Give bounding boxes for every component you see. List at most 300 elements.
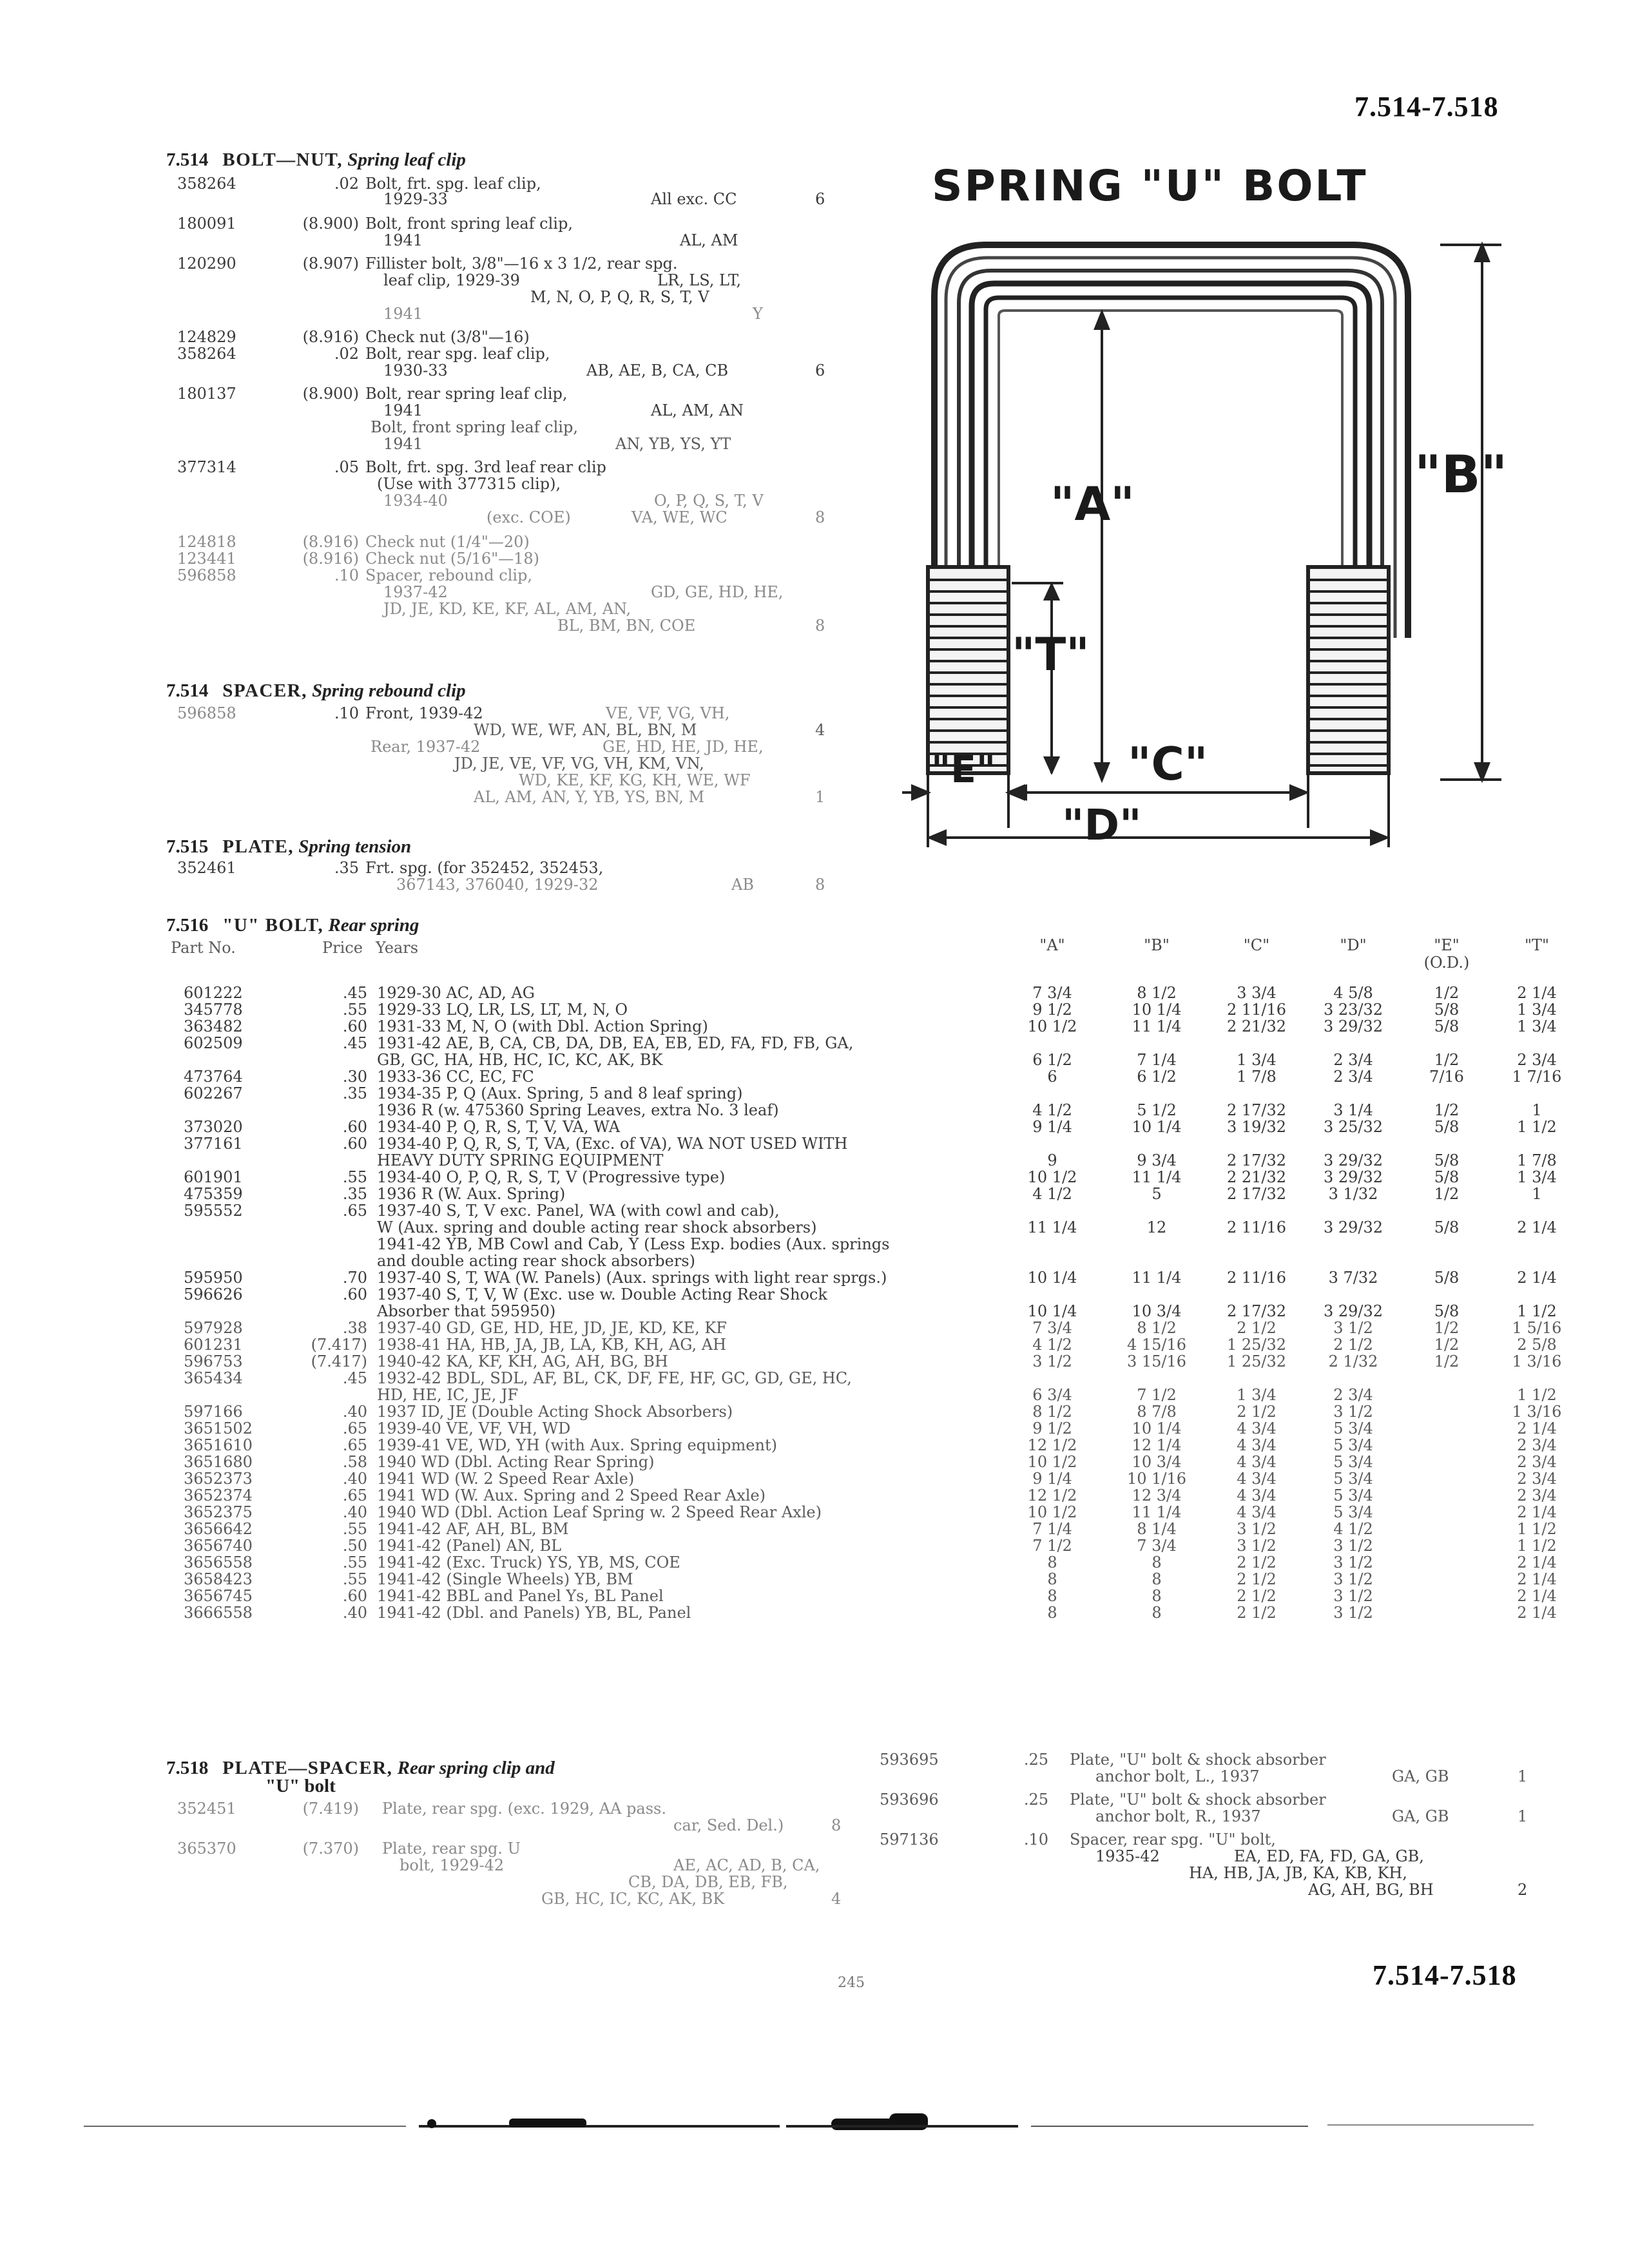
price: .30 [342,1068,367,1086]
price: (7.417) [311,1352,367,1370]
part-number: 358264 [177,345,236,363]
dimension-c: 2 11/16 [1226,1001,1287,1019]
dimension-a: 10 1/4 [1027,1302,1077,1320]
section-number: 7.514 [166,680,209,701]
label-a: "A" [1050,477,1135,531]
description: Plate, "U" bolt & shock absorber [1070,1791,1326,1809]
dimension-a: 7 3/4 [1032,1319,1072,1337]
price: .60 [342,1587,367,1605]
part-number: 3652375 [184,1503,253,1521]
description: leaf clip, 1929-39 [383,271,520,289]
dimension-b: 5 [1152,1185,1162,1203]
dimension-c: 2 17/32 [1226,1302,1287,1320]
part-number: 365370 [177,1840,236,1858]
section-bolt-nut-list [177,175,854,665]
dimension-d: 3 23/32 [1323,1001,1383,1019]
dimension-b: 10 1/4 [1132,1001,1182,1019]
years-and-models: and double acting rear shock absorbers) [377,1252,695,1270]
dimension-a: 8 [1047,1570,1057,1588]
quantity: 8 [815,508,825,526]
section-number: 7.516 [166,915,209,936]
label-d: "D" [1062,800,1142,850]
left-thread [928,567,1008,773]
description: Bolt, frt. spg. 3rd leaf rear clip [365,458,606,476]
description: 1941 [383,305,423,323]
dimension-a: 7 1/2 [1032,1537,1072,1555]
price: .65 [342,1419,367,1437]
dimension-b: 7 1/4 [1137,1051,1177,1069]
part-number: 123441 [177,550,236,568]
section-plate-spacer-right-list [880,1751,1530,1945]
dimension-e: 1/2 [1434,1185,1460,1203]
part-number: 596753 [184,1352,243,1370]
applications: Y [753,305,763,323]
dimension-c: 1 25/32 [1226,1352,1287,1370]
applications: AG, AH, BG, BH [1308,1881,1434,1899]
dimension-b: 8 [1152,1587,1162,1605]
price: .35 [334,859,359,877]
dimension-b: 8 1/2 [1137,984,1177,1002]
applications: BL, BM, BN, COE [557,617,696,635]
years-and-models: HD, HE, IC, JE, JF [377,1386,519,1404]
years-and-models: 1941-42 YB, MB Cowl and Cab, Y (Less Exp. bodies (Aux. springs [377,1235,890,1253]
part-number: 3652374 [184,1486,253,1504]
part-number: 3651610 [184,1436,253,1454]
dimension-b: 12 1/4 [1132,1436,1182,1454]
dimension-d: 3 29/32 [1323,1017,1383,1035]
dimension-b: 6 1/2 [1137,1068,1177,1086]
section-subtitle-2: "U" bolt [265,1776,336,1796]
applications: GA, GB [1392,1767,1449,1785]
dimension-a: 6 1/2 [1032,1051,1072,1069]
part-number: 358264 [177,175,236,193]
part-number: 601231 [184,1336,243,1354]
years-and-models: 1941-42 AF, AH, BL, BM [377,1520,569,1538]
dimension-d: 5 3/4 [1333,1486,1373,1504]
price: .38 [342,1319,367,1337]
section-name: PLATE, [222,836,294,857]
dimension-t: 1 7/16 [1512,1068,1562,1086]
years-and-models: 1941 WD (W. Aux. Spring and 2 Speed Rear Axle) [377,1486,766,1504]
part-number: 180091 [177,215,236,233]
description: 1929-33 [383,190,448,208]
section-plate-tension-list [177,860,854,898]
dimension-c: 4 3/4 [1237,1486,1277,1504]
column-header-price: Price [322,939,363,957]
dimension-a: 4 1/2 [1032,1101,1072,1119]
description: (Use with 377315 clip), [377,475,561,493]
dimension-d: 3 1/2 [1333,1319,1373,1337]
right-thread [1308,567,1389,773]
column-header-part: Part No. [171,939,236,957]
part-number: 124818 [177,533,236,551]
years-and-models: 1941-42 (Single Wheels) YB, BM [377,1570,633,1588]
column-header-a: "A" [1039,936,1065,954]
dimension-d: 3 29/32 [1323,1151,1383,1169]
dimension-c: 2 21/32 [1226,1168,1287,1186]
price: .25 [1023,1791,1048,1809]
price: (7.419) [302,1800,359,1818]
quantity: 4 [815,721,825,739]
dimension-d: 3 29/32 [1323,1168,1383,1186]
part-number: 475359 [184,1185,243,1203]
part-number: 3656745 [184,1587,253,1605]
quantity: 8 [815,617,825,635]
dimension-e: 1/2 [1434,1101,1460,1119]
dimension-a: 12 1/2 [1027,1436,1077,1454]
applications: AE, AC, AD, B, CA, [673,1856,820,1874]
dimension-t: 1 [1532,1101,1542,1119]
dimension-c: 3 3/4 [1237,984,1277,1002]
price: .60 [342,1285,367,1303]
applications: HA, HB, JA, JB, KA, KB, KH, [1189,1864,1407,1882]
dimension-a: 10 1/2 [1027,1453,1077,1471]
description: bolt, 1929-42 [400,1856,505,1874]
dimension-c: 1 3/4 [1237,1386,1277,1404]
price: .35 [342,1185,367,1203]
dimension-t: 1 [1532,1185,1542,1203]
section-spacer-list [177,705,854,821]
section-subtitle: Spring leaf clip [347,149,466,170]
dimension-a: 9 1/4 [1032,1470,1072,1488]
description: Fillister bolt, 3/8"—16 x 3 1/2, rear spg. [365,255,678,273]
dimension-b: 10 1/4 [1132,1118,1182,1136]
dimension-t: 2 5/8 [1517,1336,1557,1354]
applications: JD, JE, VE, VF, VG, VH, KM, VN, [454,754,704,773]
dimension-t: 2 1/4 [1517,1604,1557,1622]
dimension-c: 2 1/2 [1237,1553,1277,1571]
applications: AL, AM, AN [651,401,744,419]
page-header: 7.514-7.518 [1354,91,1499,122]
dimension-e: 1/2 [1434,1336,1460,1354]
price: .60 [342,1118,367,1136]
applications: AL, AM [680,231,738,249]
print-marks [84,2100,1534,2139]
years-and-models: 1941 WD (W. 2 Speed Rear Axle) [377,1470,635,1488]
dimension-t: 2 1/4 [1517,984,1557,1002]
price: .55 [342,1520,367,1538]
dimension-c: 4 3/4 [1237,1436,1277,1454]
part-number: 601222 [184,984,243,1002]
dimension-c: 1 7/8 [1237,1068,1277,1086]
section-number: 7.514 [166,149,209,170]
applications: VA, WE, WC [631,508,728,526]
dimension-b: 8 1/4 [1137,1520,1177,1538]
price: .10 [1023,1831,1048,1849]
dimension-a: 8 [1047,1604,1057,1622]
applications: LR, LS, LT, [657,271,742,289]
section-number: 7.515 [166,836,209,857]
section-title-u-bolt [166,915,419,936]
part-number: 3656740 [184,1537,253,1555]
part-number: 601901 [184,1168,243,1186]
price: .40 [342,1503,367,1521]
dimension-b: 8 [1152,1604,1162,1622]
applications: CB, DA, DB, EB, FB, [628,1873,788,1891]
dimension-d: 4 5/8 [1333,984,1373,1002]
dimension-a: 4 1/2 [1032,1185,1072,1203]
dimension-a: 12 1/2 [1027,1486,1077,1504]
dimension-c: 4 3/4 [1237,1503,1277,1521]
dimension-e: 1/2 [1434,1319,1460,1337]
dimension-a: 7 1/4 [1032,1520,1072,1538]
dimension-t: 1 3/4 [1517,1017,1557,1035]
section-name: "U" BOLT, [222,915,324,936]
section-subtitle: Rear spring clip and [397,1758,555,1778]
dimension-d: 5 3/4 [1333,1453,1373,1471]
price: .50 [342,1537,367,1555]
applications: car, Sed. Del.) [673,1816,784,1834]
dimension-d: 3 1/2 [1333,1537,1373,1555]
part-number: 596626 [184,1285,243,1303]
price: .60 [342,1135,367,1153]
part-number: 595552 [184,1202,243,1220]
applications: EA, ED, FA, FD, GA, GB, [1234,1847,1424,1865]
years-and-models: HEAVY DUTY SPRING EQUIPMENT [377,1151,664,1169]
dimension-t: 2 1/4 [1517,1587,1557,1605]
price: (8.916) [302,550,359,568]
description: Plate, rear spg. U [382,1840,521,1858]
dimension-e: 5/8 [1434,1118,1460,1136]
section-title-spacer [166,680,466,702]
part-number: 3656642 [184,1520,253,1538]
column-header-d: "D" [1340,936,1367,954]
dimension-c: 3 1/2 [1237,1537,1277,1555]
quantity: 2 [1518,1881,1528,1899]
years-and-models: 1932-42 BDL, SDL, AF, BL, CK, DF, FE, HF, GC, GD, GE, HC, [377,1369,852,1387]
part-number: 3666558 [184,1604,253,1622]
years-and-models: 1929-33 LQ, LR, LS, LT, M, N, O [377,1001,628,1019]
part-number: 124829 [177,328,236,346]
dimension-c: 4 3/4 [1237,1453,1277,1471]
applications: All exc. CC [651,190,737,208]
dimension-e: 5/8 [1434,1168,1460,1186]
quantity: 1 [815,788,825,806]
price: (8.916) [302,533,359,551]
dimension-c: 2 11/16 [1226,1269,1287,1287]
dimension-d: 2 3/4 [1333,1386,1373,1404]
price: .55 [342,1553,367,1571]
u-bolt-table [0,936,1629,1738]
description: Bolt, frt. spg. leaf clip, [365,175,541,193]
dimension-d: 5 3/4 [1333,1470,1373,1488]
dimension-d: 2 3/4 [1333,1068,1373,1086]
dimension-c: 2 1/2 [1237,1587,1277,1605]
years-and-models: 1941-42 (Dbl. and Panels) YB, BL, Panel [377,1604,691,1622]
dimension-e: 1/2 [1434,984,1460,1002]
years-and-models: 1936 R (w. 475360 Spring Leaves, extra No. 3 leaf) [377,1101,779,1119]
quantity: 6 [815,190,825,208]
price: .10 [334,704,359,722]
years-and-models: 1934-40 P, Q, R, S, T, VA, (Exc. of VA), WA NOT USED WITH [377,1135,848,1153]
dimension-t: 1 1/2 [1517,1537,1557,1555]
dimension-t: 2 3/4 [1517,1470,1557,1488]
dimension-d: 3 1/2 [1333,1587,1373,1605]
dimension-a: 9 1/2 [1032,1001,1072,1019]
price: .05 [334,458,359,476]
part-number: 597928 [184,1319,243,1337]
years-and-models: 1937-40 S, T, WA (W. Panels) (Aux. springs with light rear sprgs.) [377,1269,887,1287]
dimension-c: 2 1/2 [1237,1570,1277,1588]
dimension-t: 1 3/16 [1512,1403,1562,1421]
applications: O, P, Q, S, T, V [654,492,764,510]
description: 1930-33 [383,361,448,380]
description: 1934-40 [383,492,448,510]
years-and-models: 1937-40 S, T, V exc. Panel, WA (with cowl and cab), [377,1202,780,1220]
price: .65 [342,1436,367,1454]
years-and-models: 1931-33 M, N, O (with Dbl. Action Spring) [377,1017,708,1035]
description: Spacer, rebound clip, [365,566,533,584]
diagram-title: SPRING "U" BOLT [932,161,1368,211]
applications: WD, KE, KF, KG, KH, WE, WF [519,771,751,789]
label-b: "B" [1414,445,1508,505]
dimension-a: 6 [1047,1068,1057,1086]
dimension-c: 2 17/32 [1226,1185,1287,1203]
description: Check nut (3/8"—16) [365,328,530,346]
dimension-e: 5/8 [1434,1302,1460,1320]
dimension-c: 1 25/32 [1226,1336,1287,1354]
price: (8.916) [302,328,359,346]
dimension-b: 8 1/2 [1137,1319,1177,1337]
dimension-t: 2 1/4 [1517,1218,1557,1236]
section-plate-spacer-list [177,1800,860,1955]
price: .02 [334,175,359,193]
dimension-d: 3 1/32 [1328,1185,1378,1203]
part-number: 377314 [177,458,236,476]
description: (exc. COE) [487,508,571,526]
dimension-b: 11 1/4 [1132,1503,1182,1521]
part-number: 593696 [880,1791,939,1809]
price: .45 [342,984,367,1002]
dimension-b: 4 15/16 [1126,1336,1187,1354]
years-and-models: 1939-40 VE, VF, VH, WD [377,1419,571,1437]
dimension-a: 6 3/4 [1032,1386,1072,1404]
years-and-models: 1941-42 (Panel) AN, BL [377,1537,562,1555]
dimension-d: 3 1/2 [1333,1553,1373,1571]
price: .60 [342,1017,367,1035]
dimension-d: 3 7/32 [1328,1269,1378,1287]
description: 1941 [383,401,423,419]
dimension-a: 8 [1047,1553,1057,1571]
column-header-c: "C" [1243,936,1270,954]
part-number: 180137 [177,385,236,403]
dimension-b: 7 1/2 [1137,1386,1177,1404]
years-and-models: Absorber that 595950) [377,1302,556,1320]
description: Plate, rear spg. (exc. 1929, AA pass. [382,1800,666,1818]
dimension-c: 4 3/4 [1237,1470,1277,1488]
price: .40 [342,1403,367,1421]
price: .70 [342,1269,367,1287]
dimension-e: 5/8 [1434,1151,1460,1169]
price: (8.900) [302,385,359,403]
dimension-b: 11 1/4 [1132,1017,1182,1035]
description: Bolt, front spring leaf clip, [365,215,573,233]
column-header-t: "T" [1524,936,1550,954]
section-title-plate-spacer [166,1758,555,1779]
dimension-t: 1 1/2 [1517,1520,1557,1538]
quantity: 8 [831,1816,842,1834]
dimension-b: 5 1/2 [1137,1101,1177,1119]
dimension-a: 7 3/4 [1032,984,1072,1002]
dimension-a: 8 [1047,1587,1057,1605]
years-and-models: 1939-41 VE, WD, YH (with Aux. Spring equipment) [377,1436,777,1454]
dimension-b: 8 [1152,1553,1162,1571]
dimension-b: 11 1/4 [1132,1168,1182,1186]
dimension-c: 3 1/2 [1237,1520,1277,1538]
dimension-a: 10 1/2 [1027,1168,1077,1186]
page-number: 245 [838,1975,865,1991]
price: .45 [342,1034,367,1052]
applications: GB, HC, IC, KC, AK, BK [541,1890,725,1908]
price: (7.417) [311,1336,367,1354]
dimension-a: 4 1/2 [1032,1336,1072,1354]
column-header-b: "B" [1144,936,1170,954]
part-number: 345778 [184,1001,243,1019]
dimension-t: 1 3/16 [1512,1352,1562,1370]
description: Bolt, rear spring leaf clip, [365,385,568,403]
section-title-plate-tension [166,836,411,858]
section-subtitle: Spring rebound clip [312,680,466,701]
applications: GE, HD, HE, JD, HE, [602,738,764,756]
description: Rear, 1937-42 [371,738,481,756]
quantity: 4 [831,1890,842,1908]
years-and-models: 1940-42 KA, KF, KH, AG, AH, BG, BH [377,1352,668,1370]
dimension-c: 2 21/32 [1226,1017,1287,1035]
part-number: 593695 [880,1751,939,1769]
part-number: 365434 [184,1369,243,1387]
dimension-t: 1 3/4 [1517,1001,1557,1019]
years-and-models: 1931-42 AE, B, CA, CB, DA, DB, EA, EB, ED, FA, FD, FB, GA, [377,1034,854,1052]
dimension-a: 10 1/4 [1027,1269,1077,1287]
dimension-d: 2 1/2 [1333,1336,1373,1354]
section-subtitle: Rear spring [328,915,419,936]
part-number: 3651680 [184,1453,253,1471]
price: .02 [334,345,359,363]
dimension-t: 1 7/8 [1517,1151,1557,1169]
years-and-models: 1941-42 (Exc. Truck) YS, YB, MS, COE [377,1553,680,1571]
years-and-models: 1934-40 O, P, Q, R, S, T, V (Progressive type) [377,1168,726,1186]
years-and-models: 1933-36 CC, EC, FC [377,1068,534,1086]
dimension-d: 3 25/32 [1323,1118,1383,1136]
description: Bolt, front spring leaf clip, [371,418,578,436]
part-number: 597166 [184,1403,243,1421]
dimension-b: 10 3/4 [1132,1302,1182,1320]
dimension-d: 5 3/4 [1333,1503,1373,1521]
price: .10 [334,566,359,584]
quantity: 8 [815,876,825,894]
dimension-b: 10 3/4 [1132,1453,1182,1471]
years-and-models: 1937-40 S, T, V, W (Exc. use w. Double Acting Rear Shock [377,1285,827,1303]
price: .40 [342,1470,367,1488]
price: .55 [342,1570,367,1588]
dimension-b: 10 1/4 [1132,1419,1182,1437]
part-number: 3658423 [184,1570,253,1588]
dimension-e: 1/2 [1434,1352,1460,1370]
price: (8.900) [302,215,359,233]
years-and-models: 1938-41 HA, HB, JA, JB, LA, KB, KH, AG, AH [377,1336,727,1354]
years-and-models: GB, GC, HA, HB, HC, IC, KC, AK, BK [377,1051,663,1069]
applications: WD, WE, WF, AN, BL, BN, M [474,721,697,739]
dimension-a: 10 1/2 [1027,1017,1077,1035]
dimension-t: 2 1/4 [1517,1269,1557,1287]
part-number: 595950 [184,1269,243,1287]
dimension-b: 12 [1146,1218,1167,1236]
dimension-c: 2 11/16 [1226,1218,1287,1236]
dimension-c: 2 17/32 [1226,1151,1287,1169]
years-and-models: 1936 R (W. Aux. Spring) [377,1185,566,1203]
part-number: 473764 [184,1068,243,1086]
description: Check nut (1/4"—20) [365,533,530,551]
